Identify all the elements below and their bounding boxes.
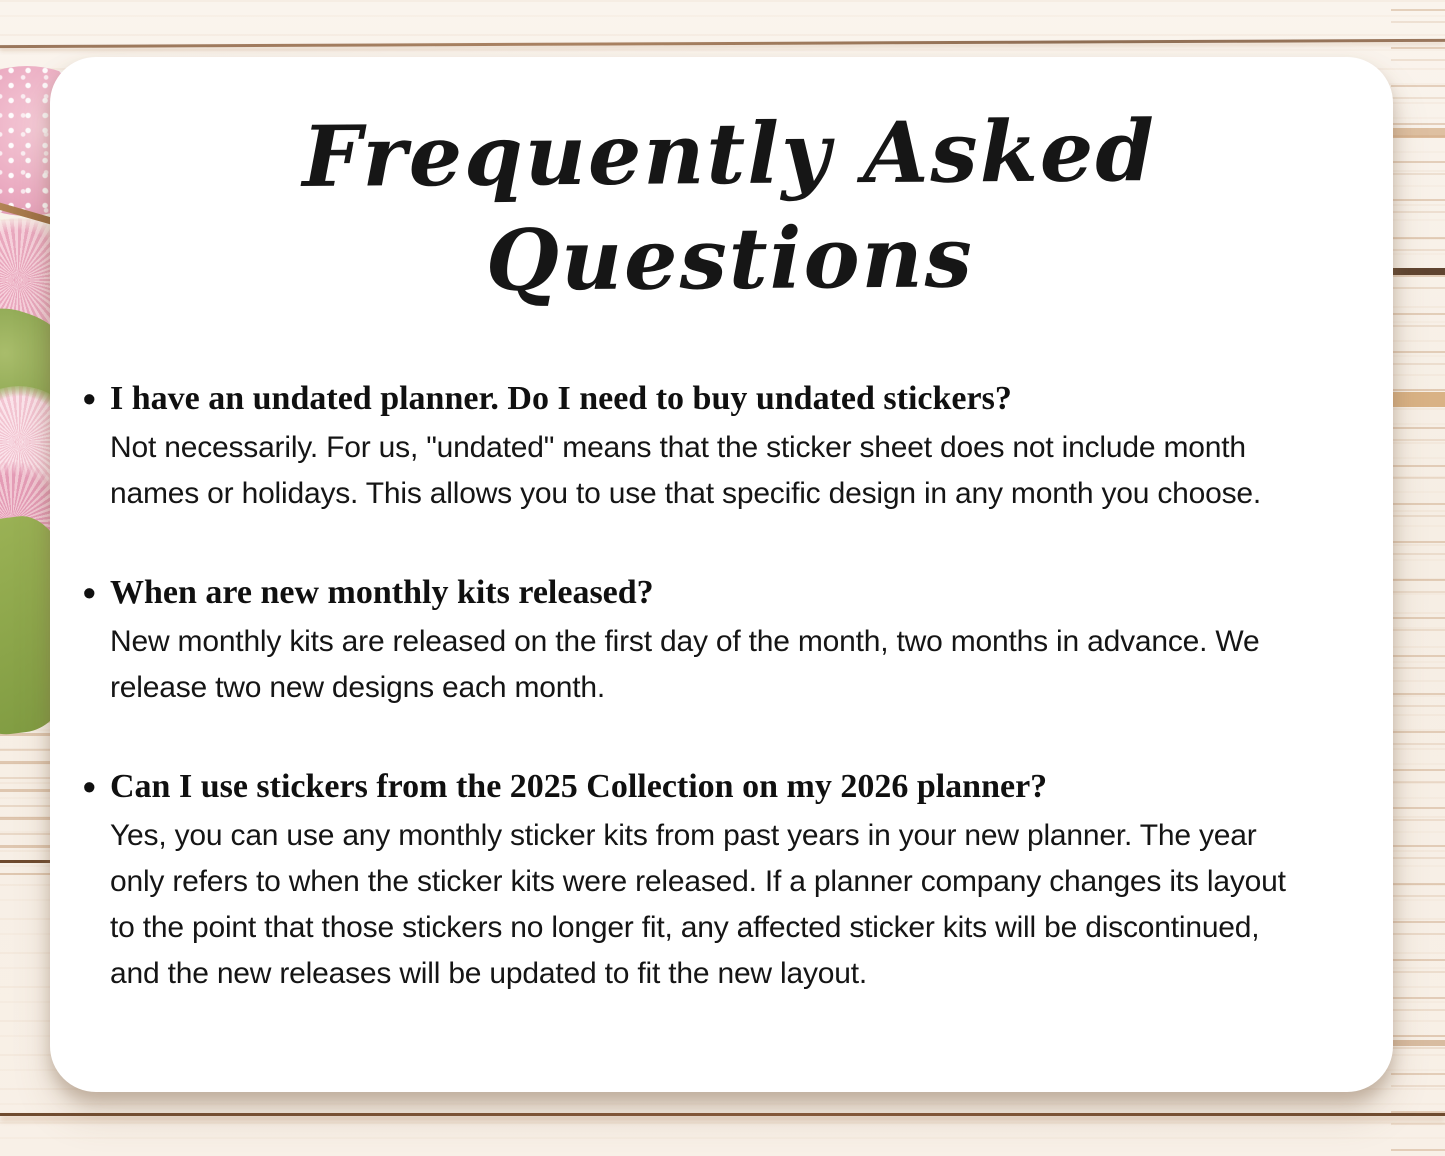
faq-answer: New monthly kits are released on the first day of the month, two months in advance. We release two new designs each month. [110,624,1260,704]
wood-plank-seam-left [0,860,52,863]
wood-plank-seam-top [0,39,1445,48]
page-title: Frequently Asked Questions [301,101,1157,310]
faq-item [110,571,1349,711]
faq-question: • I have an undated planner. Do I need to buy undated stickers? [110,377,1349,422]
faq-item [110,765,1349,997]
faq-answer: Yes, you can use any monthly sticker kits from past years in your new planner. The year only refers to when the sticker kits were released. If a planner company changes its layout to the point that those stickers no longer fit, any affected sticker kits will be discontinued, and the new releases will be updated to fit the new layout. [110,818,1286,990]
wood-grain-right [1391,0,1445,1156]
wood-grain-band [1391,392,1445,407]
wood-knot-band [1391,268,1445,275]
wood-grain-band [1391,1040,1445,1046]
wood-grain-band [1391,128,1445,138]
faq-question: • When are new monthly kits released? [110,571,1349,616]
faq-card [50,57,1393,1092]
faq-question: • Can I use stickers from the 2025 Collection on my 2026 planner? [110,765,1349,810]
faq-item [110,377,1349,517]
faq-answer: Not necessarily. For us, "undated" means that the sticker sheet does not include month names or holidays. This allows you to use that specific design in any month you choose. [110,430,1262,510]
wood-plank-seam-bottom [0,1113,1445,1116]
